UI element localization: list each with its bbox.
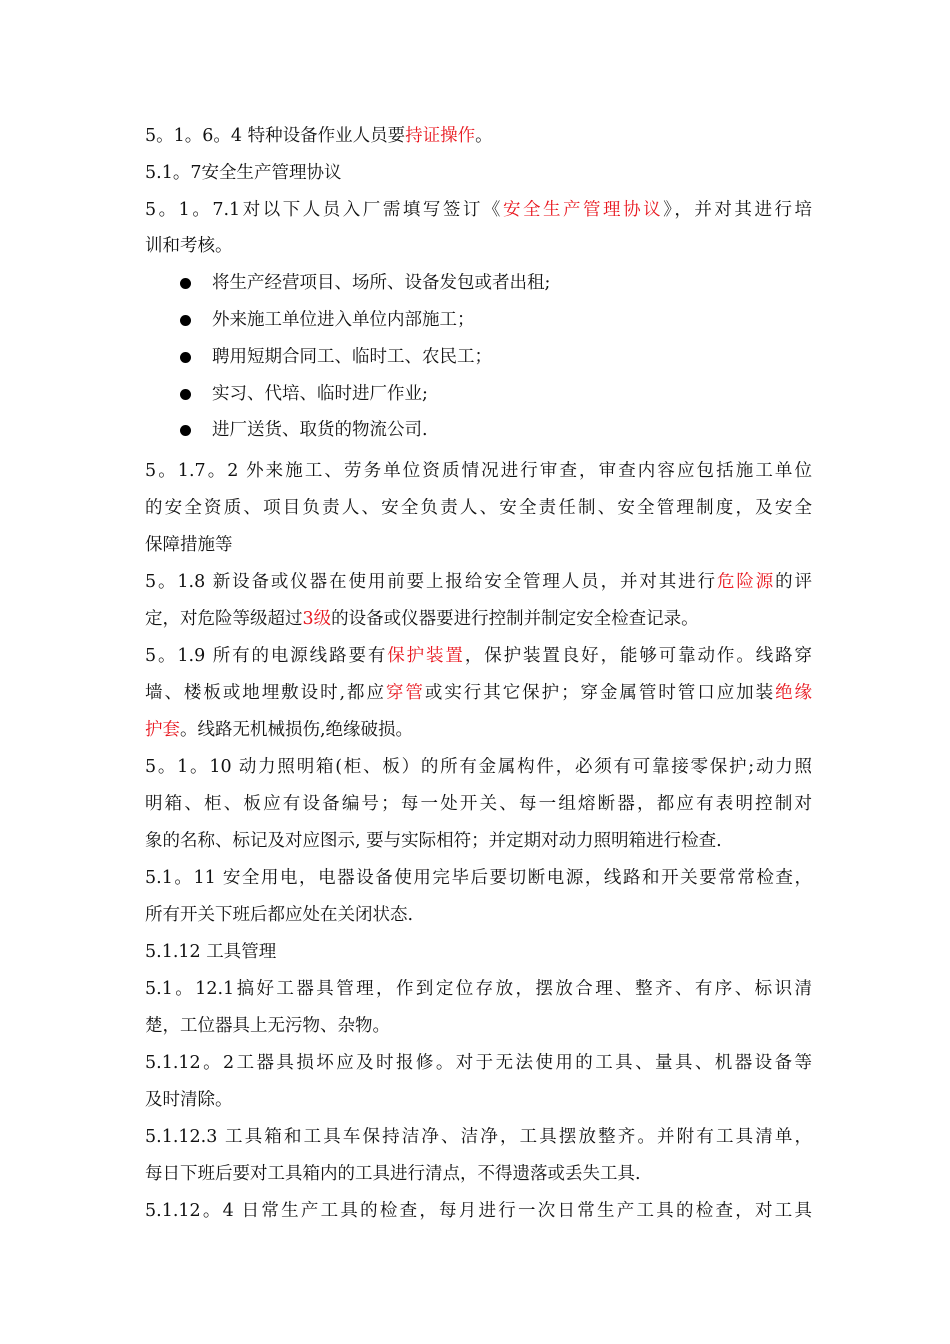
highlight-text: 绝缘 bbox=[775, 683, 813, 703]
text-line bbox=[145, 644, 812, 668]
text-run: 象的名称、标记及对应图示, 要与实际相符；并定期对动力照明箱进行检查. bbox=[145, 831, 722, 851]
text-line bbox=[145, 607, 812, 631]
text-run: 。 bbox=[475, 126, 493, 146]
text-run: 保障措施等 bbox=[145, 535, 233, 555]
text-run: 5.1.12.3 工具箱和工具车保持洁净、洁净，工具摆放整齐。并附有工具清单， bbox=[145, 1127, 812, 1147]
text-run: 所有开关下班后都应处在关闭状态. bbox=[145, 905, 414, 925]
text-line bbox=[145, 459, 812, 483]
bullet-icon bbox=[180, 278, 191, 289]
text-run: 及时清除。 bbox=[145, 1090, 233, 1110]
text-run: 》，并对其进行培 bbox=[663, 200, 812, 220]
bullet-icon bbox=[180, 352, 191, 363]
bullet-item: 外来施工单位进入单位内部施工； bbox=[212, 310, 475, 330]
highlight-text: 持证操作 bbox=[405, 126, 476, 146]
text-run: 5.1.12。4 日常生产工具的检查，每月进行一次日常生产工具的检查，对工具 bbox=[145, 1201, 812, 1221]
text-line bbox=[145, 533, 812, 557]
text-line bbox=[145, 1199, 812, 1223]
text-run: 明箱、柜、板应有设备编号；每一处开关、每一组熔断器，都应有表明控制对 bbox=[145, 794, 812, 814]
text-line bbox=[145, 1088, 812, 1112]
text-run: 5.1.12 工具管理 bbox=[145, 942, 277, 962]
text-run: 5.1。7安全生产管理协议 bbox=[145, 163, 342, 183]
highlight-text: 3级 bbox=[302, 609, 332, 629]
text-run: 墙、楼板或地埋敷设时,都应 bbox=[145, 683, 386, 703]
text-run: 5。1。10 动力照明箱(柜、板）的所有金属构件，必须有可靠接零保护;动力照 bbox=[145, 757, 812, 777]
text-run: 5。1.9 所有的电源线路要有 bbox=[145, 646, 388, 666]
text-run: 或实行其它保护；穿金属管时管口应加装 bbox=[424, 683, 776, 703]
text-line bbox=[145, 234, 812, 258]
bullet-icon bbox=[180, 315, 191, 326]
text-line bbox=[145, 681, 812, 705]
bullet-item: 进厂送货、取货的物流公司. bbox=[212, 420, 428, 440]
text-line bbox=[145, 718, 812, 742]
highlight-text: 安全生产管理协议 bbox=[502, 200, 664, 220]
highlight-text: 穿管 bbox=[385, 683, 425, 703]
bullet-item: 实习、代培、临时进厂作业; bbox=[212, 384, 428, 404]
text-run: 楚，工位器具上无污物、杂物。 bbox=[145, 1016, 390, 1036]
text-run: 5。1.8 新设备或仪器在使用前要上报给安全管理人员，并对其进行 bbox=[145, 572, 717, 592]
highlight-text: 护套 bbox=[145, 720, 180, 740]
text-line bbox=[145, 1051, 812, 1075]
text-line bbox=[145, 496, 812, 520]
text-line bbox=[145, 1014, 812, 1038]
text-run: 每日下班后要对工具箱内的工具进行清点，不得遗落或丢失工具. bbox=[145, 1164, 641, 1184]
bullet-icon bbox=[180, 389, 191, 400]
text-run: 的设备或仪器要进行控制并制定安全检查记录。 bbox=[331, 609, 699, 629]
text-line bbox=[145, 940, 812, 964]
text-line bbox=[145, 161, 812, 185]
text-line bbox=[145, 755, 812, 779]
text-run: 定，对危险等级超过 bbox=[145, 609, 303, 629]
text-run: 的安全资质、项目负责人、安全负责人、安全责任制、安全管理制度，及安全 bbox=[145, 498, 812, 518]
text-line bbox=[145, 792, 812, 816]
text-run: 5。1。7.1对以下人员入厂需填写签订《 bbox=[145, 200, 503, 220]
bullet-item: 将生产经营项目、场所、设备发包或者出租; bbox=[212, 273, 551, 293]
bullet-icon bbox=[180, 425, 191, 436]
text-line bbox=[145, 903, 812, 927]
text-run: 5.1.12。2工器具损坏应及时报修。对于无法使用的工具、量具、机器设备等 bbox=[145, 1053, 812, 1073]
highlight-text: 危险源 bbox=[716, 572, 776, 592]
bullet-item: 聘用短期合同工、临时工、农民工； bbox=[212, 347, 492, 367]
text-run: ，保护装置良好，能够可靠动作。线路穿 bbox=[464, 646, 813, 666]
text-line bbox=[145, 570, 812, 594]
text-line bbox=[145, 866, 812, 890]
text-run: 的评 bbox=[775, 572, 813, 592]
text-run: 5。1.7。2 外来施工、劳务单位资质情况进行审查，审查内容应包括施工单位 bbox=[145, 461, 812, 481]
text-line bbox=[145, 1162, 812, 1186]
text-line bbox=[145, 829, 812, 853]
text-run: 5。1。6。4 特种设备作业人员要 bbox=[145, 126, 406, 146]
text-line bbox=[145, 198, 812, 222]
text-run: 。线路无机械损伤,绝缘破损。 bbox=[180, 720, 414, 740]
text-line bbox=[145, 977, 812, 1001]
text-line bbox=[145, 1125, 812, 1149]
text-run: 训和考核。 bbox=[145, 236, 233, 256]
text-run: 5.1。11 安全用电，电器设备使用完毕后要切断电源，线路和开关要常常检查， bbox=[145, 868, 812, 888]
highlight-text: 保护装置 bbox=[387, 646, 465, 666]
text-run: 5.1。12.1搞好工器具管理，作到定位存放，摆放合理、整齐、有序、标识清 bbox=[145, 979, 812, 999]
text-line bbox=[145, 124, 812, 148]
